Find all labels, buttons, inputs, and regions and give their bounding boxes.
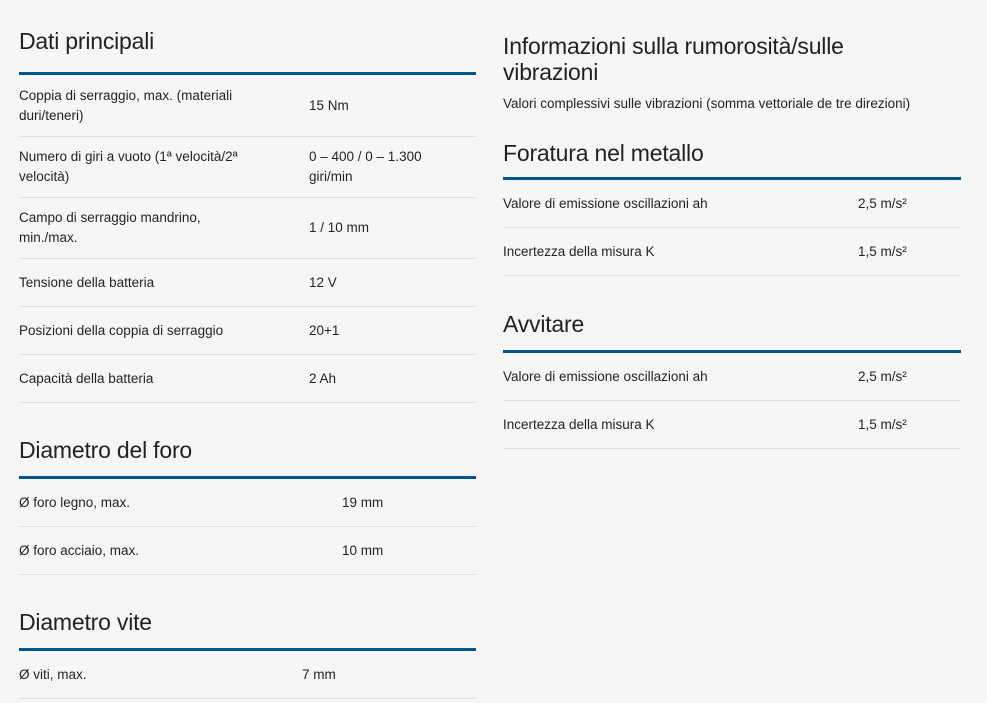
vibration-note: Valori complessivi sulle vibrazioni (somma vettoriale de tre direzioni) [503, 96, 911, 111]
spec-row [503, 401, 961, 449]
spec-row [503, 353, 961, 401]
spec-value: 19 mm [342, 494, 384, 510]
spec-label: Valore di emissione oscillazioni ah [503, 195, 708, 211]
section-title: Diametro vite [19, 609, 152, 635]
spec-label: Numero di giri a vuoto (1ª velocità/2ª velocità) [19, 149, 238, 184]
spec-value: 12 V [309, 274, 337, 290]
spec-label: Ø foro legno, max. [19, 494, 131, 510]
spec-row [19, 137, 476, 198]
spec-value: 1 / 10 mm [309, 220, 370, 235]
section-metal-drilling [503, 140, 961, 166]
spec-label: Valore di emissione oscillazioni ah [503, 368, 708, 384]
section-noise-info [503, 33, 973, 85]
spec-row [503, 228, 961, 276]
spec-label: Incertezza della misura K [503, 243, 655, 259]
spec-label: Ø viti, max. [19, 666, 87, 682]
section-title [503, 33, 973, 85]
section-title-line: Informazioni sulla rumorosità/sulle [503, 33, 844, 59]
spec-row [19, 651, 476, 699]
spec-value: 1,5 m/s² [858, 243, 907, 259]
spec-value: 15 Nm [309, 97, 349, 113]
spec-row [19, 479, 476, 527]
spec-label: Ø foro acciaio, max. [19, 542, 140, 558]
section-title: Avvitare [503, 311, 585, 337]
spec-value: 2 Ah [309, 370, 337, 386]
section-title-line: vibrazioni [503, 59, 599, 85]
spec-label: Coppia di serraggio, max. (materiali duri/teneri) [19, 87, 233, 123]
spec-value: 20+1 [309, 322, 340, 338]
spec-row [503, 180, 961, 228]
spec-row [19, 527, 476, 575]
spec-row [19, 355, 476, 403]
section-title: Foratura nel metallo [503, 140, 704, 166]
section-title: Dati principali [19, 28, 155, 54]
spec-row [19, 307, 476, 355]
spec-label: Tensione della batteria [19, 274, 155, 290]
spec-row [19, 198, 476, 259]
spec-label: Campo di serraggio mandrino, min./max. [19, 210, 201, 245]
spec-label: Capacità della batteria [19, 370, 154, 386]
spec-value: 2,5 m/s² [858, 195, 907, 211]
spec-value: 7 mm [302, 666, 336, 682]
section-title: Diametro del foro [19, 437, 193, 463]
section-main-data [19, 28, 476, 54]
section-screw-diameter [19, 609, 476, 635]
spec-row [19, 75, 476, 137]
spec-value: 10 mm [342, 542, 384, 558]
spec-label: Posizioni della coppia di serraggio [19, 322, 224, 338]
spec-value: 0 – 400 / 0 – 1.300 giri/min [309, 149, 422, 184]
spec-value: 2,5 m/s² [858, 368, 907, 384]
section-hole-diameter [19, 437, 476, 463]
spec-value: 1,5 m/s² [858, 416, 907, 432]
section-screwing [503, 311, 961, 337]
spec-label: Incertezza della misura K [503, 416, 655, 432]
spec-row [19, 259, 476, 307]
